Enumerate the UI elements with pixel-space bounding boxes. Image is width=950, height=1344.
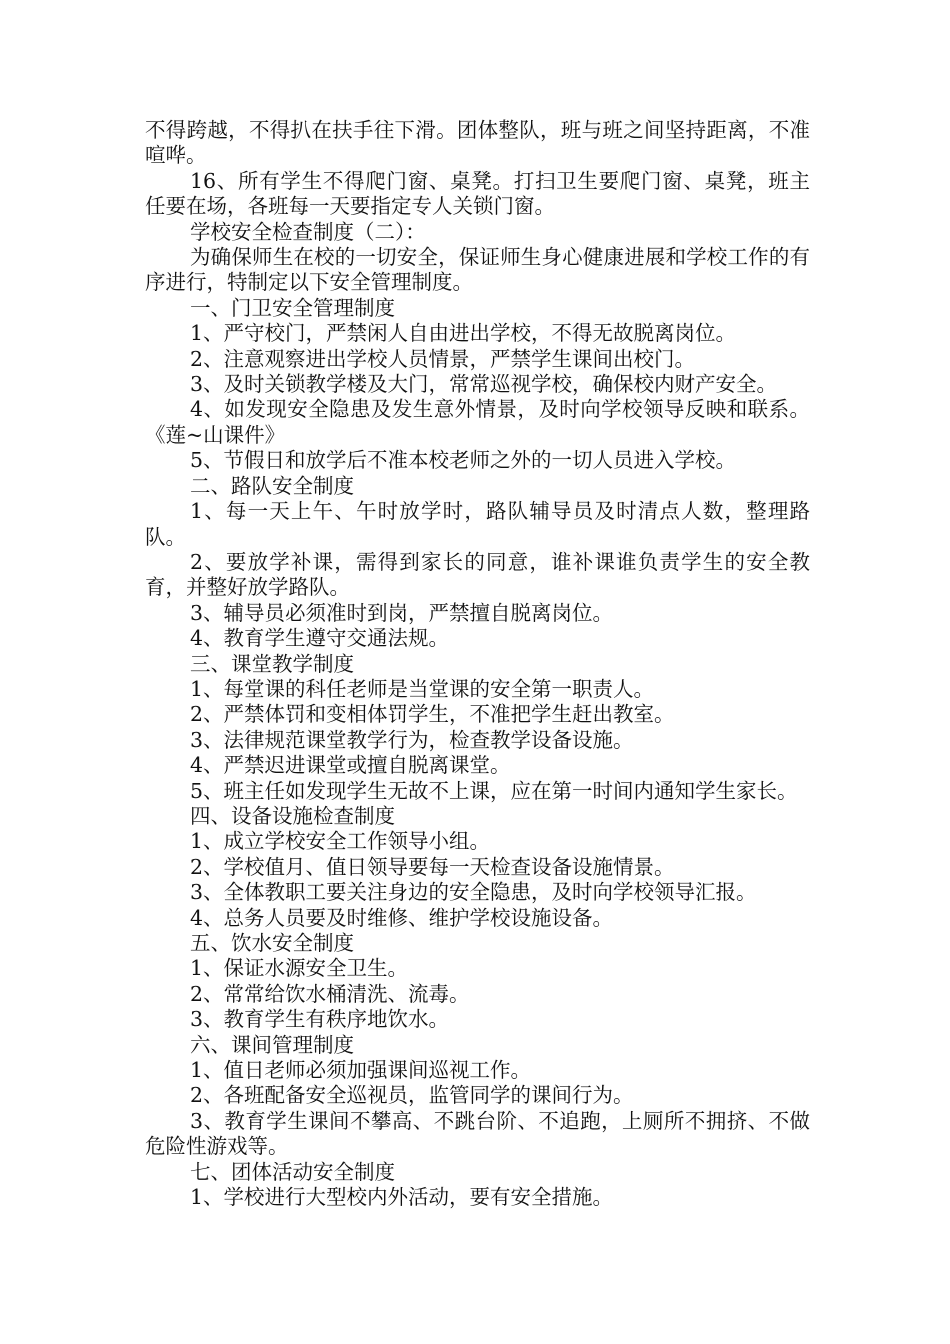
- subsection-heading-7: 七、团体活动安全制度: [190, 1159, 395, 1184]
- list-item: 2、学校值月、值日领导要每一天检查设备设施情景。: [190, 854, 675, 879]
- list-item: 4、严禁迟进课堂或擅自脱离课堂。: [190, 753, 511, 778]
- paragraph-rule-16: 16、所有学生不得爬门窗、桌凳。打扫卫生要爬门窗、桌凳，班主任要在场，各班每一天要指定专人关锁门窗。: [145, 168, 810, 219]
- list-item: 5、节假日和放学后不准本校老师之外的一切人员进入学校。: [190, 448, 737, 473]
- list-item: 2、严禁体罚和变相体罚学生，不准把学生赶出教室。: [190, 702, 675, 727]
- list-item: 3、教育学生课间不攀高、不跳台阶、不追跑，上厕所不拥挤、不做危险性游戏等。: [145, 1108, 810, 1159]
- subsection-heading-4: 四、设备设施检查制度: [190, 803, 395, 828]
- list-item: 3、教育学生有秩序地饮水。: [190, 1007, 450, 1032]
- subsection-heading-1: 一、门卫安全管理制度: [190, 295, 395, 320]
- document-page: [145, 118, 810, 1210]
- list-item: 1、学校进行大型校内外活动，要有安全措施。: [190, 1185, 614, 1210]
- list-item: 1、每一天上午、午时放学时，路队辅导员及时清点人数，整理路队。: [145, 499, 810, 549]
- paragraph-intro: 为确保师生在校的一切安全，保证师生身心健康进展和学校工作的有序进行，特制定以下安全管理制度。: [145, 245, 810, 295]
- subsection-heading-2: 二、路队安全制度: [190, 473, 354, 498]
- list-item: 4、如发现安全隐患及发生意外情景，及时向学校领导反映和联系。《莲~山课件》: [145, 397, 810, 447]
- subsection-heading-6: 六、课间管理制度: [190, 1032, 354, 1057]
- list-item: 1、严守校门，严禁闲人自由进出学校，不得无故脱离岗位。: [190, 321, 737, 346]
- subsection-heading-5: 五、饮水安全制度: [190, 931, 354, 955]
- paragraph-continuation: 不得跨越，不得扒在扶手往下滑。团体整队，班与班之间坚持距离，不准喧哗。: [145, 118, 810, 168]
- list-item: 3、法律规范课堂教学行为，检查教学设备设施。: [190, 727, 634, 752]
- section-heading: 学校安全检查制度（二）：: [190, 219, 426, 244]
- subsection-heading-3: 三、课堂教学制度: [190, 651, 354, 676]
- list-item: 2、常常给饮水桶清洗、流毒。: [190, 981, 470, 1006]
- list-item: 2、要放学补课，需得到家长的同意，谁补课谁负责学生的安全教育，并整好放学路队。: [145, 549, 810, 600]
- list-item: 2、注意观察进出学校人员情景，严禁学生课间出校门。: [190, 346, 696, 371]
- list-item: 5、班主任如发现学生无故不上课，应在第一时间内通知学生家长。: [190, 778, 798, 803]
- list-item: 2、各班配备安全巡视员，监管同学的课间行为。: [190, 1083, 634, 1108]
- list-item: 1、值日老师必须加强课间巡视工作。: [190, 1058, 532, 1083]
- list-item: 1、保证水源安全卫生。: [190, 956, 409, 981]
- list-item: 4、教育学生遵守交通法规。: [190, 626, 450, 651]
- list-item: 4、总务人员要及时维修、维护学校设施设备。: [190, 905, 614, 930]
- list-item: 3、辅导员必须准时到岗，严禁擅自脱离岗位。: [190, 600, 614, 625]
- list-item: 1、成立学校安全工作领导小组。: [190, 829, 491, 854]
- list-item: 3、全体教职工要关注身边的安全隐患，及时向学校领导汇报。: [190, 880, 757, 905]
- list-item: 3、及时关锁教学楼及大门，常常巡视学校，确保校内财产安全。: [190, 372, 778, 397]
- list-item: 1、每堂课的科任老师是当堂课的安全第一职责人。: [190, 676, 655, 701]
